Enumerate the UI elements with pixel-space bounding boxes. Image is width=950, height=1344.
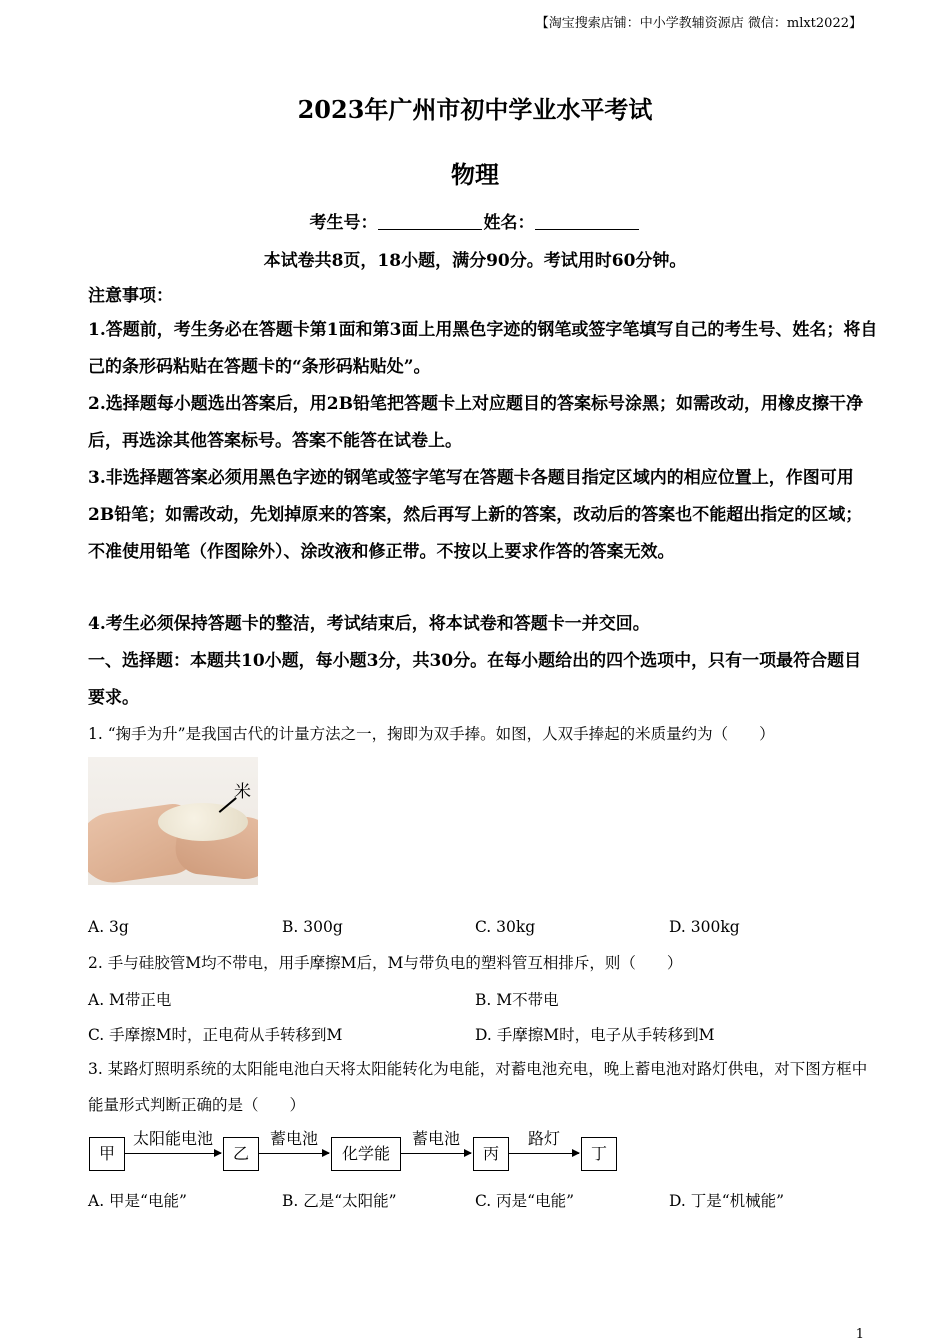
q2-option-b[interactable]: B. M不带电 — [475, 991, 559, 1009]
exam-title: 2023年广州市初中学业水平考试 — [297, 95, 653, 124]
q3-option-d[interactable]: D. 丁是“机械能” — [669, 1192, 785, 1210]
arrow-label-street-light: 路灯 — [527, 1129, 560, 1148]
arrow-label-battery-1: 蓄电池 — [269, 1129, 318, 1148]
note-item-2: 2.选择题每小题选出答案后，用2B铅笔把答题卡上对应题目的答案标号涂黑；如需改动，用橡皮擦干净后，再选涂其他答案标号。答案不能答在试卷上。 — [88, 394, 863, 451]
rice-label: 米 — [234, 782, 251, 802]
box-chemical-energy: 化学能 — [331, 1137, 401, 1171]
box-yi: 乙 — [223, 1137, 259, 1171]
arrow-4 — [509, 1153, 579, 1154]
q1-stem: 1. “掬手为升”是我国古代的计量方法之一，掬即为双手捧。如图，人双手捧起的米质量约为（ ） — [88, 725, 775, 743]
section-one-heading: 一、选择题：本题共10小题，每小题3分，共30分。在每小题给出的四个选项中，只有一项最符合题目要求。 — [88, 651, 862, 708]
hands-rice-photo — [88, 757, 258, 885]
exam-no-blank — [378, 213, 482, 230]
candidate-fields — [0, 208, 950, 233]
q3-stem: 3. 某路灯照明系统的太阳能电池白天将太阳能转化为电能，对蓄电池充电，晚上蓄电池对路灯供电，对下图方框中能量形式判断正确的是（ ） — [88, 1060, 868, 1114]
note-item-4: 4.考生必须保持答题卡的整洁，考试结束后，将本试卷和答题卡一并交回。 — [88, 614, 650, 634]
page-number: 1 — [855, 1327, 864, 1342]
note-item-1: 1.答题前，考生务必在答题卡第1面和第3面上用黑色字迹的钢笔或签字笔填写自己的考生号、姓名；将自己的条形码粘贴在答题卡的“条形码粘贴处”。 — [88, 320, 878, 377]
rice-pile-shape — [158, 803, 248, 841]
arrow-3 — [401, 1153, 471, 1154]
notes-heading: 注意事项： — [88, 286, 173, 306]
exam-no-label: 考生号： — [309, 213, 378, 233]
q3-option-a[interactable]: A. 甲是“电能” — [88, 1192, 187, 1210]
box-jia: 甲 — [89, 1137, 125, 1171]
arrow-1 — [125, 1153, 221, 1154]
q2-option-a[interactable]: A. M带正电 — [88, 991, 172, 1009]
arrow-label-solar-cell: 太阳能电池 — [132, 1129, 213, 1148]
box-bing: 丙 — [473, 1137, 509, 1171]
arrow-2 — [259, 1153, 329, 1154]
q2-stem: 2. 手与硅胶管M均不带电，用手摩擦M后，M与带负电的塑料管互相排斥，则（ ） — [88, 954, 683, 972]
note-item-3: 3.非选择题答案必须用黑色字迹的钢笔或签字笔写在答题卡各题目指定区域内的相应位置上，作图可用2B铅笔；如需改动，先划掉原来的答案，然后再写上新的答案，改动后的答案也不能超出指定的区域；不准使用铅笔（作图除外）、涂改液和修正带。不按以上要求作答的答案无效。 — [88, 468, 863, 562]
q2-option-d[interactable]: D. 手摩擦M时，电子从手转移到M — [475, 1026, 715, 1044]
header-note: 【淘宝搜索店铺：中小学教辅资源店 微信：mlxt2022】 — [535, 16, 862, 31]
q1-option-d[interactable]: D. 300kg — [669, 918, 740, 936]
name-blank — [535, 213, 639, 230]
box-ding: 丁 — [581, 1137, 617, 1171]
q2-option-c[interactable]: C. 手摩擦M时，正电荷从手转移到M — [88, 1026, 343, 1044]
q3-option-c[interactable]: C. 丙是“电能” — [475, 1192, 575, 1210]
q1-option-b[interactable]: B. 300g — [282, 918, 343, 936]
q1-option-c[interactable]: C. 30kg — [475, 918, 536, 936]
subject-title: 物理 — [451, 160, 499, 189]
q3-option-b[interactable]: B. 乙是“太阳能” — [282, 1192, 397, 1210]
name-label: 姓名： — [483, 213, 535, 233]
exam-info: 本试卷共8页，18小题，满分90分。考试用时60分钟。 — [263, 251, 687, 271]
q1-option-a[interactable]: A. 3g — [88, 918, 129, 936]
arrow-label-battery-2: 蓄电池 — [411, 1129, 460, 1148]
